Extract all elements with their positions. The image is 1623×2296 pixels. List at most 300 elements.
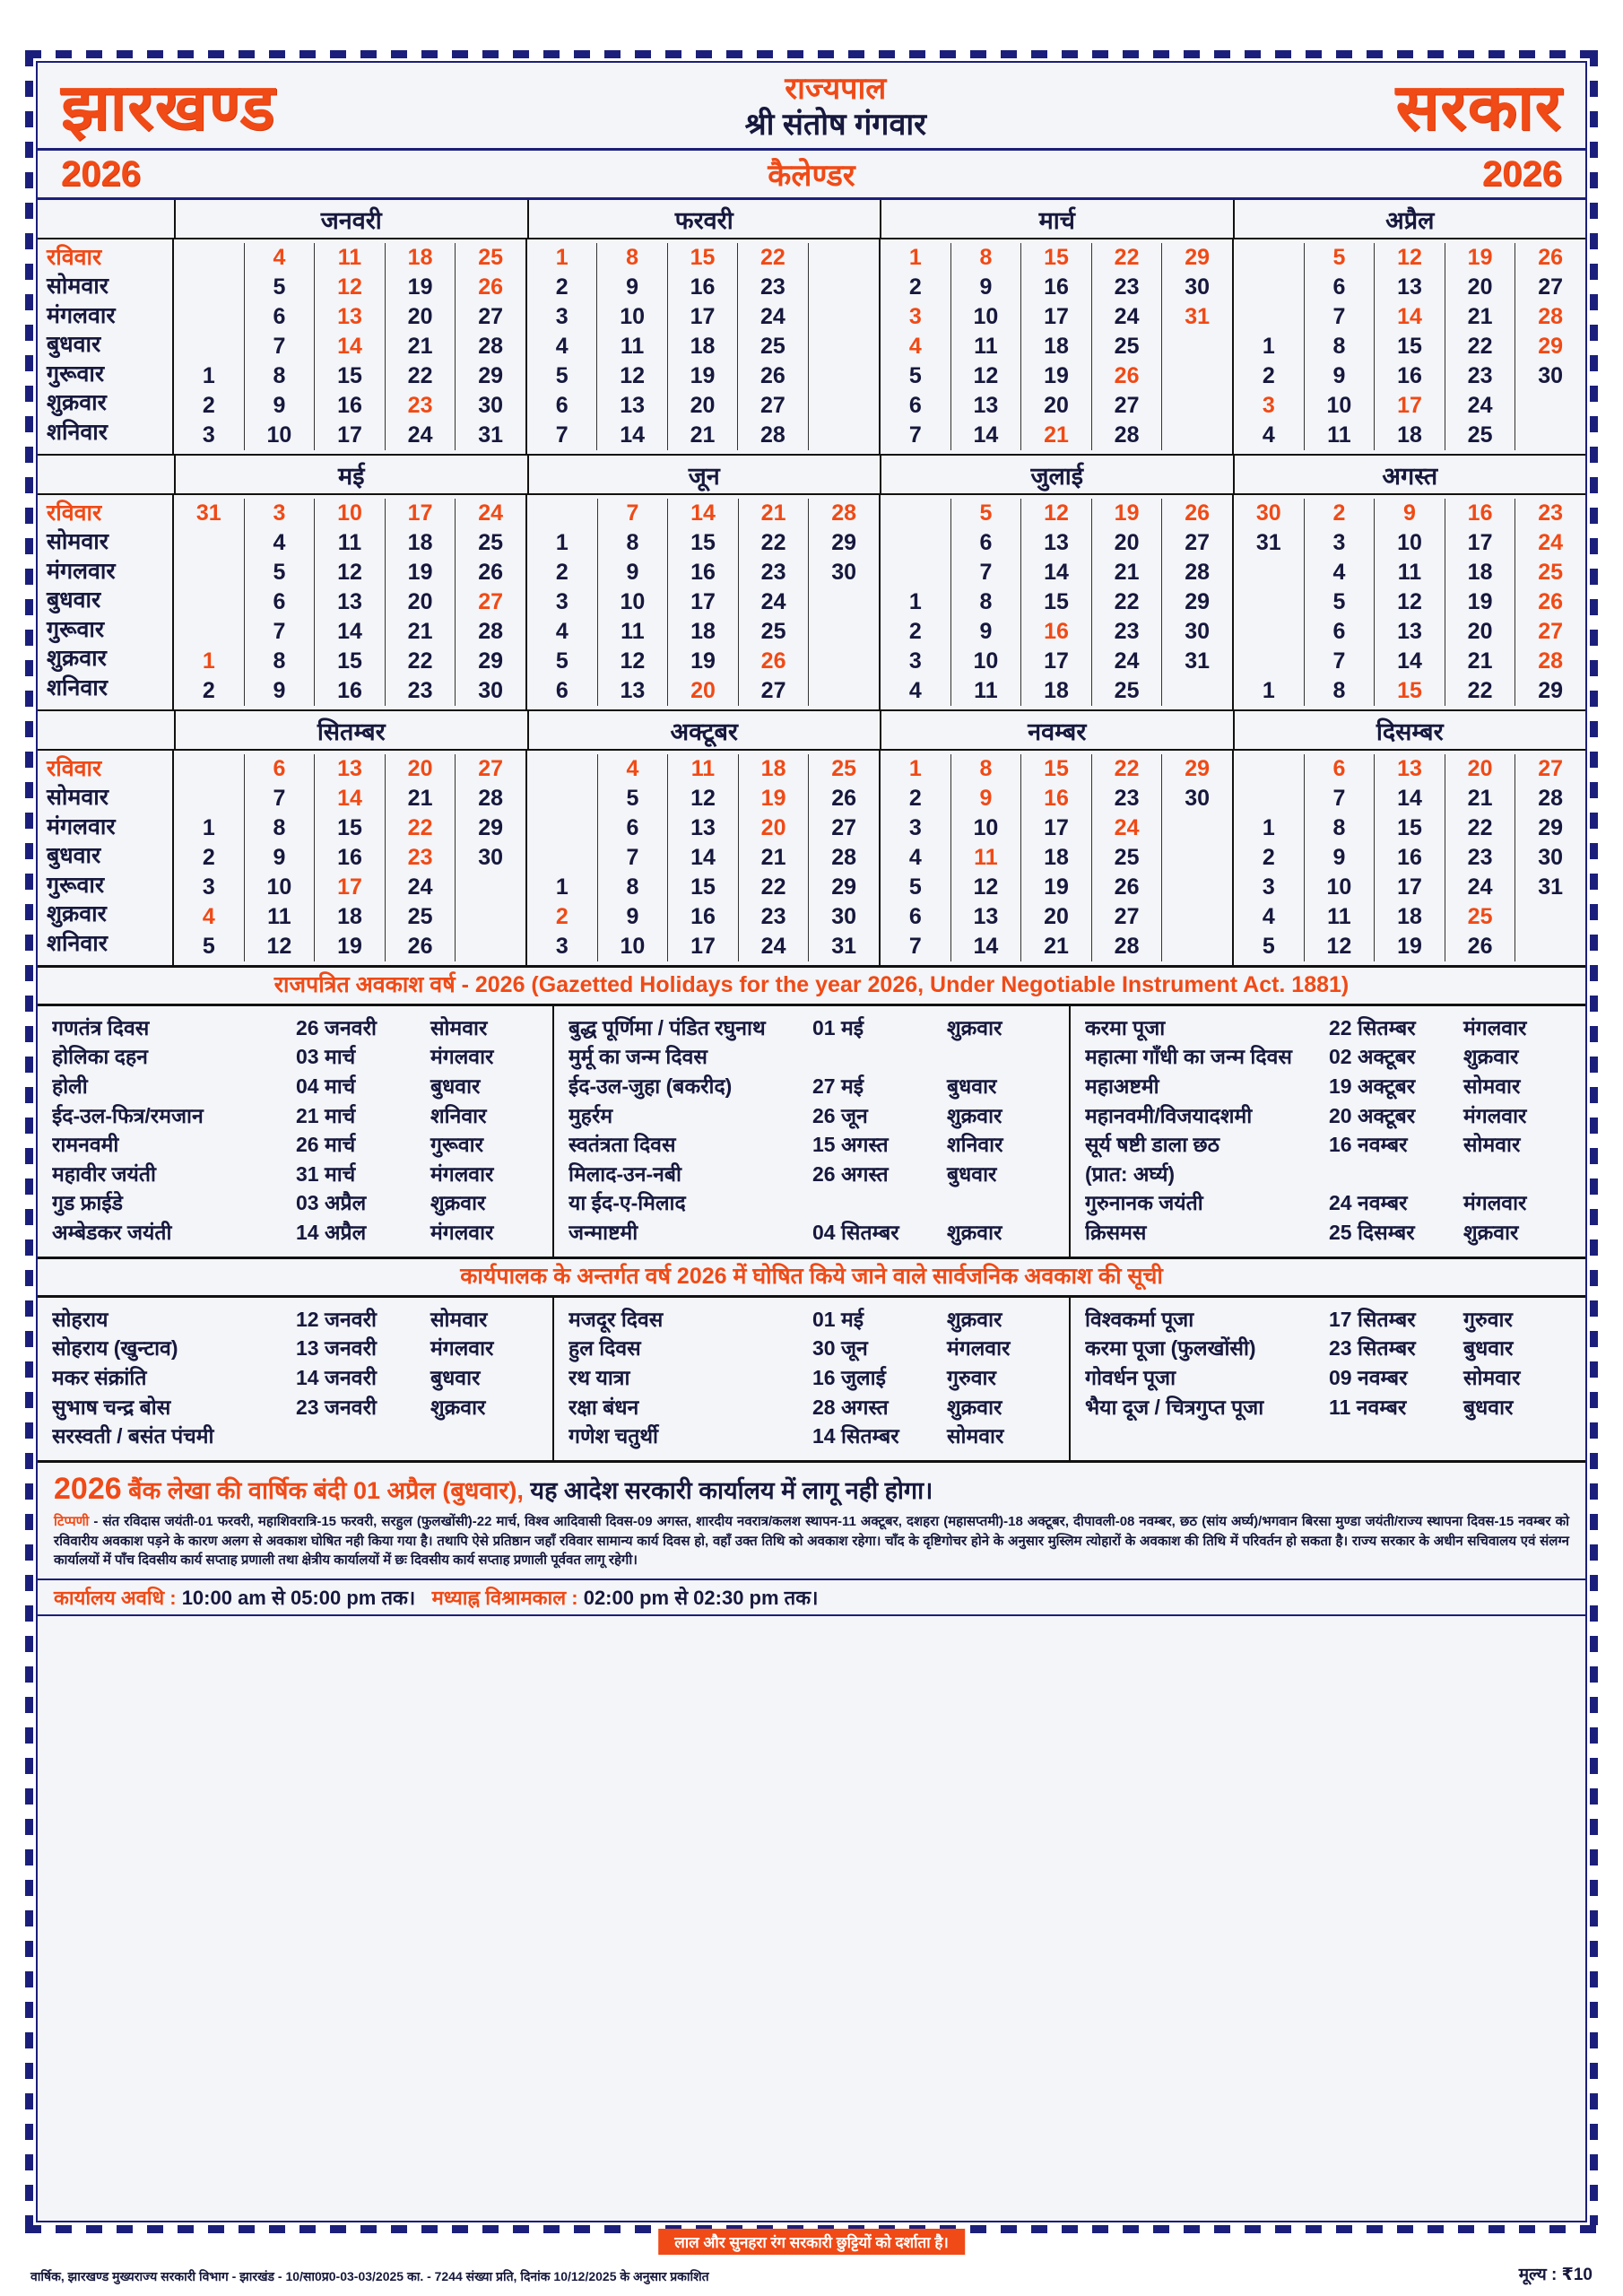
day-cell: 21 (1044, 934, 1069, 960)
day-cell: 21 (407, 619, 433, 645)
day-cell: 5 (1332, 589, 1346, 615)
day-cell: 6 (555, 393, 568, 419)
day-cell: 16 (1044, 619, 1069, 645)
day-cell: 23 (760, 560, 786, 586)
day-cell: 13 (337, 304, 362, 330)
day-cell-empty (1194, 902, 1201, 932)
day-cell: 20 (407, 589, 433, 615)
holiday-name: गणेश चतुर्थी (568, 1424, 658, 1448)
day-cell: 7 (626, 500, 639, 526)
day-cell: 4 (1262, 422, 1275, 448)
month-name-जुलाई: जुलाई (881, 456, 1235, 493)
weekday-label-0: रविवार (47, 755, 102, 781)
holiday-date: 04 मार्च (296, 1074, 356, 1098)
holiday-row (568, 1130, 1058, 1160)
holiday-date: 26 अगस्त (812, 1161, 889, 1186)
week-column (668, 499, 739, 706)
weekday-label-0: रविवार (47, 244, 102, 270)
day-cell: 3 (555, 304, 568, 330)
holiday-column (554, 1006, 1071, 1257)
day-cell: 22 (760, 874, 786, 900)
day-cell: 13 (1397, 274, 1422, 300)
masthead (38, 63, 1585, 148)
day-cell: 24 (760, 304, 785, 330)
day-cell-empty (1265, 617, 1271, 647)
day-cell: 29 (478, 648, 504, 674)
day-cell: 29 (831, 530, 857, 556)
office-hours-label: कार्यालय अवधि : (54, 1587, 177, 1610)
day-cell: 21 (407, 334, 433, 360)
year-right: 2026 (1482, 153, 1562, 194)
day-cell: 26 (1114, 363, 1140, 389)
day-cell: 11 (337, 530, 362, 556)
day-cell: 23 (1467, 845, 1493, 871)
day-cell: 22 (1114, 756, 1140, 782)
day-cell: 21 (760, 500, 786, 526)
day-cell: 15 (1397, 678, 1422, 704)
holiday-date: 21 मार्च (296, 1103, 356, 1127)
day-cell: 18 (760, 756, 786, 782)
price-value: ₹10 (1561, 2266, 1593, 2284)
day-cell: 21 (1467, 304, 1493, 330)
day-cell: 12 (620, 363, 646, 389)
day-cell: 24 (1467, 874, 1493, 900)
week-column (386, 243, 456, 450)
day-cell: 10 (266, 422, 292, 448)
day-cell: 14 (337, 334, 362, 360)
holiday-name: सोहराय (52, 1307, 108, 1331)
holiday-name: होली (52, 1074, 88, 1098)
day-cell: 15 (690, 245, 716, 271)
day-cell: 1 (1262, 678, 1275, 704)
day-cell-empty (559, 784, 565, 813)
week-column (527, 243, 597, 450)
imprint-row (30, 2262, 1593, 2285)
day-cell: 19 (1044, 874, 1069, 900)
holiday-row (1085, 1042, 1575, 1072)
weekday-name-column (38, 751, 174, 965)
month-header-row (38, 711, 1585, 751)
day-cell: 25 (407, 904, 433, 930)
weekday-label-3: बुधवार (47, 587, 101, 613)
holiday-row (52, 1422, 542, 1451)
day-cell: 1 (202, 815, 215, 841)
day-cell: 25 (1538, 560, 1564, 586)
day-cell: 25 (478, 530, 504, 556)
weekday-label-5: शुक्रवार (47, 901, 107, 927)
day-cell: 9 (979, 619, 993, 645)
holiday-date: 30 जून (812, 1336, 868, 1361)
day-cell: 31 (478, 422, 504, 448)
day-cell: 11 (620, 334, 645, 360)
day-cell: 5 (273, 274, 286, 300)
quarter-row (38, 711, 1585, 965)
lunch-break-label: मध्याह्न विश्रामकाल : (431, 1587, 578, 1610)
day-cell: 9 (273, 678, 286, 704)
holiday-date: 26 जनवरी (296, 1015, 377, 1039)
holiday-weekday: बुधवार (947, 1161, 997, 1186)
holiday-row (568, 1305, 1058, 1335)
calendar-word: कैलेण्डर (768, 158, 855, 193)
day-cell: 11 (337, 245, 362, 271)
day-cell-empty (205, 754, 212, 784)
day-cell: 8 (626, 530, 639, 556)
day-cell: 27 (478, 304, 504, 330)
holiday-name: गुड फ्राईडे (52, 1191, 123, 1215)
day-cell: 26 (1114, 874, 1140, 900)
note-year: 2026 (54, 1471, 122, 1506)
day-cell: 20 (1044, 904, 1069, 930)
weekday-label-4: गुरूवार (47, 361, 105, 387)
day-cell: 6 (273, 304, 286, 330)
day-cell: 23 (1114, 619, 1140, 645)
day-cell: 26 (760, 648, 786, 674)
week-column (315, 499, 386, 706)
holiday-row (568, 1160, 1058, 1189)
day-cell: 29 (1538, 815, 1564, 841)
day-cell: 2 (202, 845, 215, 871)
day-cell: 13 (1397, 619, 1422, 645)
day-cell: 27 (831, 815, 857, 841)
day-cell: 14 (1397, 304, 1422, 330)
office-hours-bar (38, 1578, 1585, 1616)
week-column (174, 243, 245, 450)
day-cell: 9 (1332, 845, 1346, 871)
day-cell: 11 (974, 334, 998, 360)
day-cell: 18 (690, 619, 716, 645)
day-cell: 10 (620, 934, 646, 960)
day-cell: 18 (1044, 678, 1069, 704)
day-cell: 25 (478, 245, 504, 271)
day-cell: 21 (760, 845, 786, 871)
week-column (739, 754, 810, 961)
week-column (881, 499, 951, 706)
holiday-weekday: सोमवार (1463, 1133, 1521, 1157)
holiday-date: 04 सितम्बर (812, 1221, 899, 1245)
day-cell: 19 (407, 274, 433, 300)
day-cell-empty (488, 902, 494, 932)
year-left: 2026 (61, 153, 141, 194)
day-cell: 28 (1114, 422, 1140, 448)
executive-holidays-banner: कार्यपालक के अन्तर्गत वर्ष 2026 में घोषित किये जाने वाले सार्वजनिक अवकाश की सूची (38, 1259, 1585, 1298)
weekday-label-4: गुरूवार (47, 616, 105, 642)
holiday-row (568, 1422, 1058, 1451)
holiday-date: 14 अप्रैल (296, 1221, 367, 1245)
day-cell: 4 (273, 245, 286, 271)
day-cell: 17 (1467, 530, 1493, 556)
day-cell: 14 (1397, 786, 1422, 812)
holiday-row (568, 1218, 1058, 1248)
holiday-row (568, 1334, 1058, 1363)
day-cell: 2 (202, 393, 215, 419)
holiday-row (1085, 1188, 1575, 1218)
month-column-मई (174, 495, 527, 709)
week-column (1375, 499, 1445, 706)
holiday-name: रथ यात्रा (568, 1365, 630, 1389)
day-cell: 13 (1397, 756, 1422, 782)
day-cell: 7 (626, 845, 639, 871)
day-cell: 19 (1114, 500, 1140, 526)
day-cell: 23 (407, 845, 433, 871)
day-cell: 12 (1326, 934, 1352, 960)
holiday-date: 23 सितम्बर (1329, 1336, 1416, 1361)
holiday-weekday: शुक्रवार (1463, 1045, 1519, 1069)
day-cell: 17 (407, 500, 433, 526)
day-cell: 30 (1185, 274, 1211, 300)
day-cell: 13 (620, 393, 646, 419)
day-cell: 10 (266, 874, 292, 900)
day-cell: 8 (979, 589, 993, 615)
day-cell: 22 (1467, 815, 1493, 841)
day-cell: 14 (973, 422, 999, 448)
day-cell: 26 (831, 786, 857, 812)
holiday-date: 19 अक्टूबर (1329, 1074, 1416, 1098)
holiday-name: मुर्मू का जन्म दिवस (568, 1045, 707, 1069)
month-column-अप्रैल (1234, 239, 1585, 454)
holiday-date: 26 मार्च (296, 1133, 356, 1157)
day-cell: 26 (1185, 500, 1211, 526)
holiday-name: महाअष्टमी (1085, 1074, 1159, 1098)
day-cell: 4 (626, 756, 639, 782)
day-cell: 28 (1538, 786, 1564, 812)
day-cell: 11 (1327, 904, 1351, 930)
week-column (1305, 243, 1376, 450)
week-column (1162, 499, 1232, 706)
day-cell: 31 (1185, 304, 1211, 330)
holiday-name: सूर्य षष्टी डाला छठ (1085, 1133, 1220, 1157)
holiday-date: 13 जनवरी (296, 1336, 377, 1361)
month-name-अप्रैल: अप्रैल (1385, 206, 1435, 234)
holiday-weekday: बुधवार (1463, 1336, 1514, 1361)
day-cell: 22 (407, 815, 433, 841)
holiday-row (1085, 1013, 1575, 1043)
month-name-मार्च: मार्च (881, 200, 1235, 238)
day-cell-empty (205, 273, 212, 302)
day-cell: 13 (337, 589, 362, 615)
day-cell-empty (1265, 647, 1271, 676)
day-cell: 14 (1397, 648, 1422, 674)
day-cell: 5 (626, 786, 639, 812)
day-cell: 6 (273, 756, 286, 782)
day-cell: 30 (478, 678, 504, 704)
day-cell: 31 (1538, 874, 1564, 900)
week-column (738, 243, 808, 450)
day-cell: 1 (202, 363, 215, 389)
day-cell: 17 (337, 422, 362, 448)
month-name-नवम्बर: नवम्बर (881, 711, 1235, 749)
day-cell: 2 (555, 560, 568, 586)
day-cell: 21 (1044, 422, 1069, 448)
day-cell: 2 (555, 904, 568, 930)
day-cell: 26 (478, 560, 504, 586)
day-cell: 27 (478, 589, 504, 615)
day-cell: 10 (1326, 393, 1352, 419)
holiday-weekday: मंगलवार (430, 1161, 494, 1186)
month-column-जुलाई (881, 495, 1234, 709)
holiday-name: सरस्वती / बसंत पंचमी (52, 1424, 214, 1448)
month-header-spacer (38, 456, 176, 493)
day-cell-empty (1194, 332, 1201, 361)
day-cell: 30 (1538, 363, 1564, 389)
holiday-date: 31 मार्च (296, 1161, 356, 1186)
holiday-column (554, 1298, 1071, 1460)
day-cell: 30 (1185, 619, 1211, 645)
day-cell-empty (1265, 754, 1271, 784)
day-cell: 22 (407, 648, 433, 674)
day-cell-empty (205, 302, 212, 332)
day-cell-empty (1265, 784, 1271, 813)
weekday-name-column (38, 239, 174, 454)
day-cell: 18 (690, 334, 716, 360)
day-cell: 28 (478, 334, 504, 360)
day-cell-empty (1265, 587, 1271, 617)
week-column (456, 499, 525, 706)
day-cell: 19 (1044, 363, 1069, 389)
holiday-row (52, 1013, 542, 1043)
day-cell: 3 (908, 304, 922, 330)
day-cell-empty (840, 302, 846, 332)
day-cell: 4 (273, 530, 286, 556)
holiday-weekday: शुक्रवार (430, 1191, 486, 1215)
day-cell-empty (1548, 902, 1554, 932)
day-cell: 11 (267, 904, 291, 930)
gazetted-holidays-banner: राजपत्रित अवकाश वर्ष - 2026 (Gazetted Holidays for the year 2026, Under Negotiable Instrument Act. 1881) (38, 968, 1585, 1006)
month-name-फरवरी: फरवरी (529, 200, 882, 238)
day-cell: 16 (690, 904, 716, 930)
weekday-label-6: शनिवार (47, 419, 108, 445)
week-column (1375, 243, 1445, 450)
weekday-label-6: शनिवार (47, 930, 108, 956)
day-cell: 14 (620, 422, 646, 448)
day-cell: 17 (337, 874, 362, 900)
week-column (809, 499, 879, 706)
day-cell: 17 (690, 304, 716, 330)
holiday-weekday: मंगलवार (430, 1221, 494, 1245)
day-cell: 28 (831, 845, 857, 871)
day-cell: 20 (407, 756, 433, 782)
week-column (1375, 754, 1445, 961)
day-cell: 27 (1114, 393, 1140, 419)
day-cell: 13 (973, 393, 999, 419)
day-cell: 25 (1114, 678, 1140, 704)
day-cell: 25 (1467, 904, 1493, 930)
day-cell: 28 (760, 422, 785, 448)
day-cell-empty (841, 647, 847, 676)
day-cell-empty (205, 587, 212, 617)
holiday-weekday: बुधवार (1463, 1395, 1514, 1419)
day-cell: 22 (407, 363, 433, 389)
month-header-row (38, 456, 1585, 495)
day-cell: 25 (1114, 334, 1140, 360)
holiday-weekday: शुक्रवार (947, 1221, 1002, 1245)
holiday-name: भैया दूज / चित्रगुप्त पूजा (1085, 1395, 1264, 1419)
day-cell: 5 (202, 934, 215, 960)
day-cell: 9 (626, 904, 639, 930)
holiday-date: 20 अक्टूबर (1329, 1103, 1416, 1127)
holiday-column (1071, 1006, 1585, 1257)
day-cell: 29 (831, 874, 857, 900)
week-column (1445, 754, 1516, 961)
holiday-name: होलिका दहन (52, 1045, 148, 1069)
day-cell: 23 (760, 904, 786, 930)
day-cell: 25 (1467, 422, 1493, 448)
day-cell: 9 (979, 274, 993, 300)
day-cell: 8 (1332, 678, 1346, 704)
holiday-row (52, 1363, 542, 1393)
day-cell: 24 (478, 500, 504, 526)
weekday-label-4: गुरूवार (47, 872, 105, 898)
day-cell-empty (1194, 843, 1201, 873)
day-cell: 27 (1538, 619, 1564, 645)
holiday-weekday: गुरुवार (947, 1365, 996, 1389)
day-cell: 29 (1185, 756, 1211, 782)
day-cell: 4 (555, 619, 568, 645)
day-cell: 7 (273, 334, 286, 360)
holiday-weekday: गुरुवार (1463, 1307, 1513, 1331)
day-cell-empty (1265, 302, 1271, 332)
day-cell: 23 (1114, 274, 1140, 300)
day-cell: 22 (1467, 334, 1493, 360)
border-left-dashes (25, 50, 33, 2233)
month-header-row (38, 200, 1585, 239)
day-cell: 18 (337, 904, 362, 930)
day-cell: 9 (626, 560, 639, 586)
day-cell: 8 (273, 363, 286, 389)
holiday-name: मुहर्रम (568, 1103, 613, 1127)
holiday-row (568, 1393, 1058, 1422)
week-column (1515, 499, 1585, 706)
day-cell: 11 (1327, 422, 1351, 448)
holiday-date: 03 मार्च (296, 1045, 356, 1069)
days-grid (38, 495, 1585, 709)
day-cell-empty (1194, 391, 1201, 421)
day-cell: 17 (690, 934, 716, 960)
quarter-row (38, 200, 1585, 456)
day-cell: 17 (1397, 874, 1422, 900)
day-cell: 14 (973, 934, 999, 960)
footnote-label: टिप्पणी (54, 1514, 90, 1530)
day-cell: 14 (690, 500, 716, 526)
day-cell: 3 (555, 934, 568, 960)
day-cell: 24 (1114, 815, 1140, 841)
day-cell: 9 (273, 845, 286, 871)
holiday-name: स्वतंत्रता दिवस (568, 1133, 676, 1157)
day-cell: 8 (273, 648, 286, 674)
week-column (951, 243, 1022, 450)
day-cell: 4 (202, 904, 215, 930)
week-column (668, 243, 738, 450)
bank-closing-note (54, 1470, 1569, 1509)
day-cell: 27 (760, 678, 786, 704)
week-column (668, 754, 739, 961)
day-cell-empty (1265, 558, 1271, 587)
holiday-weekday: सोमवार (1463, 1074, 1521, 1098)
day-cell: 10 (1326, 874, 1352, 900)
day-cell: 6 (908, 904, 922, 930)
day-cell: 5 (908, 874, 922, 900)
day-cell: 28 (478, 619, 504, 645)
day-cell: 12 (1397, 245, 1422, 271)
holiday-date: 01 मई (812, 1015, 864, 1039)
day-cell-empty (841, 676, 847, 706)
day-cell-empty (840, 421, 846, 450)
day-cell-empty (1265, 243, 1271, 273)
month-name-जून: जून (529, 456, 882, 493)
day-cell: 3 (1262, 393, 1275, 419)
day-cell-empty (559, 813, 565, 843)
holiday-name: क्रिसमस (1085, 1221, 1147, 1245)
day-cell: 2 (1332, 500, 1346, 526)
